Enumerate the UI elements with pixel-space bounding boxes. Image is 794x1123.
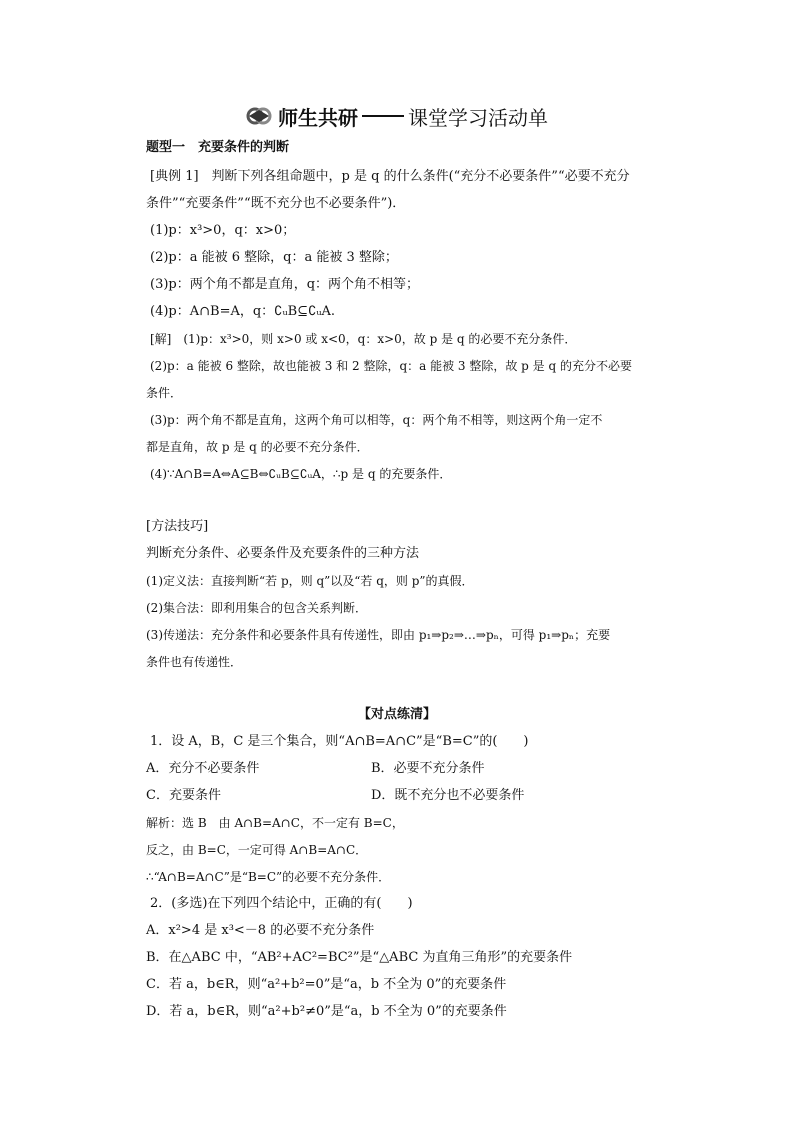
question-1: 1．设 A，B，C 是三个集合，则“A∩B=A∩C”是“B=C”的( ) <box>150 734 529 749</box>
method-item: (3)传递法：充分条件和必要条件具有传递性，即由 p₁⇒p₂⇒…⇒pₙ，可得 p₁⇒pₙ；充要 <box>146 628 611 642</box>
example-item: (2)p：a 能被 6 整除，q：a 能被 3 整除； <box>150 250 398 265</box>
q1-option-a: A．充分不必要条件 <box>146 761 260 776</box>
question-2: 2．(多选)在下列四个结论中，正确的有( ) <box>150 896 413 911</box>
q1-option-d: D．既不充分也不必要条件 <box>371 788 525 803</box>
section-header <box>0 102 794 130</box>
header-logo-icon <box>246 106 272 126</box>
solution-line: (3)p：两个角不都是直角，这两个角可以相等，q：两个角不相等，则这两个角一定不 <box>150 413 603 427</box>
solution-line: (2)p：a 能被 6 整除，故也能被 3 和 2 整除，q：a 能被 3 整除，故 p 是 q 的充分不必要 <box>150 359 632 373</box>
example-line-1: [典例 1] 判断下列各组命题中，p 是 q 的什么条件(“充分不必要条件”“必要不充分 <box>150 169 630 184</box>
q2-option-d: D．若 a，b∈R，则“a²+b²≠0”是“a，b 不全为 0”的充要条件 <box>146 1004 507 1019</box>
example-item: (1)p：x³>0，q：x>0； <box>150 223 296 238</box>
q1-option-b: B．必要不充分条件 <box>371 761 485 776</box>
example-item: (4)p：A∩B=A，q：∁ᵤB⊆∁ᵤA. <box>150 304 336 319</box>
method-subtitle: 判断充分条件、必要条件及充要条件的三种方法 <box>146 546 420 561</box>
q1-solution-line: 解析：选 B 由 A∩B=A∩C，不一定有 B=C， <box>146 816 404 830</box>
q1-option-c: C．充要条件 <box>146 788 221 803</box>
method-title: [方法技巧] <box>146 519 209 534</box>
solution-line: 条件． <box>146 386 183 400</box>
practice-title: 【对点练清】 <box>357 707 436 722</box>
q1-solution-line: 反之，由 B=C，一定可得 A∩B=A∩C． <box>146 843 368 857</box>
q1-solution-line: ∴“A∩B=A∩C”是“B=C”的必要不充分条件． <box>146 870 391 884</box>
header-subtitle: 课堂学习活动单 <box>408 105 548 130</box>
method-item: 条件也有传递性． <box>146 655 243 669</box>
method-item: (1)定义法：直接判断“若 p，则 q”以及“若 q，则 p”的真假． <box>146 574 474 588</box>
header-main-title: 师生共研 <box>278 105 358 130</box>
q2-option-b: B．在△ABC 中，“AB²+AC²=BC²”是“△ABC 为直角三角形”的充要条件 <box>146 950 573 965</box>
q2-option-a: A．x²>4 是 x³<－8 的必要不充分条件 <box>146 923 375 938</box>
solution-line: 都是直角，故 p 是 q 的必要不充分条件． <box>146 440 369 454</box>
method-item: (2)集合法：即利用集合的包含关系判断． <box>146 601 367 615</box>
section-title: 题型一 充要条件的判断 <box>146 140 290 155</box>
solution-line: (4)∵A∩B=A⇔A⊆B⇔∁ᵤB⊆∁ᵤA，∴p 是 q 的充要条件． <box>150 467 452 481</box>
solution-line: [解] (1)p：x³>0，则 x>0 或 x<0，q：x>0，故 p 是 q 的必要不充分条件． <box>150 332 577 346</box>
header-dash <box>362 115 404 117</box>
q2-option-c: C．若 a，b∈R，则“a²+b²=0”是“a，b 不全为 0”的充要条件 <box>146 977 507 992</box>
example-item: (3)p：两个角不都是直角，q：两个角不相等； <box>150 277 420 292</box>
example-line-2: 条件”“充要条件”“既不充分也不必要条件”)． <box>146 196 406 211</box>
